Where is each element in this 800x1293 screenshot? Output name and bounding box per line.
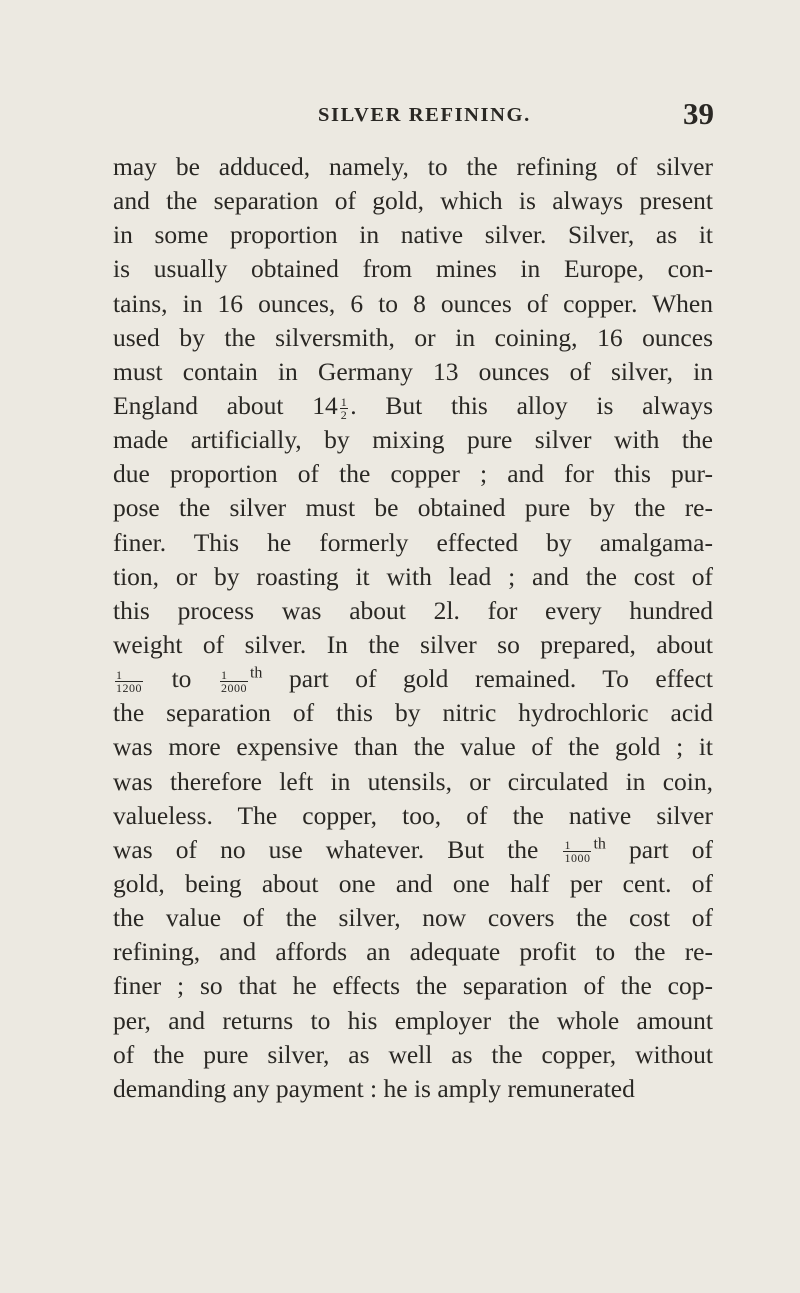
text-line: this process was about 2l. for every hundred <box>113 595 713 625</box>
running-head <box>0 94 800 134</box>
text-line: the separation of this by nitric hydrochloric acid <box>113 698 713 728</box>
text-line: the value of the silver, now covers the cost of <box>113 903 713 933</box>
text-line <box>113 833 713 867</box>
text-line: of the pure silver, as well as the copper, without <box>113 1039 713 1069</box>
text-line: used by the silversmith, or in coining, 16 ounces <box>113 322 713 352</box>
text-line: tion, or by roasting it with lead ; and the cost of <box>113 561 713 591</box>
text-line: per, and returns to his employer the whole amount <box>113 1005 713 1035</box>
fraction-numerator: 1 <box>220 669 248 682</box>
text-fragment: England about 14 <box>113 390 338 420</box>
fraction-denominator: 2 <box>340 407 348 422</box>
text-line: finer. This he formerly effected by amalgama- <box>113 527 713 557</box>
fraction <box>340 396 349 421</box>
text-line: may be adduced, namely, to the refining of silver <box>113 152 713 181</box>
text-line: pose the silver must be obtained pure by the re- <box>113 493 713 523</box>
text-line: due proportion of the copper ; and for this pur- <box>113 459 713 489</box>
ordinal-suffix: th <box>249 664 263 682</box>
text-line: in some proportion in native silver. Silver, as it <box>113 220 713 250</box>
fraction <box>220 669 248 694</box>
text-line: and the separation of gold, which is always present <box>113 186 713 216</box>
text-fragment: to <box>145 664 218 694</box>
text-fragment: was of no use whatever. But the <box>113 834 562 864</box>
fraction-numerator: 1 <box>115 669 143 682</box>
fraction-numerator: 1 <box>340 394 347 409</box>
text-line: was more expensive than the value of the gold ; it <box>113 732 713 762</box>
page-number: 39 <box>683 96 714 131</box>
text-line: is usually obtained from mines in Europe, con- <box>113 254 713 284</box>
text-line: refining, and affords an adequate profit to the re- <box>113 937 713 967</box>
fraction <box>115 669 143 694</box>
fraction-denominator: 1000 <box>564 851 591 866</box>
text-line: valueless. The copper, too, of the native silver <box>113 800 713 830</box>
text-line: demanding any payment : he is amply remunerated <box>113 1073 635 1103</box>
fraction-denominator: 2000 <box>220 680 247 695</box>
fraction-numerator: 1 <box>563 839 591 852</box>
text-line: gold, being about one and one half per cent. of <box>113 868 713 898</box>
fraction <box>563 839 591 864</box>
text-line: made artificially, by mixing pure silver with the <box>113 425 713 455</box>
text-line: tains, in 16 ounces, 6 to 8 ounces of copper. When <box>113 288 713 318</box>
text-fragment: . But this alloy is always <box>350 390 713 420</box>
text-fragment: part of <box>605 834 713 864</box>
text-line <box>113 662 713 696</box>
text-line: was therefore left in utensils, or circulated in coin, <box>113 766 713 796</box>
ordinal-suffix: th <box>593 835 606 853</box>
running-title: SILVER REFINING. <box>318 104 531 126</box>
text-line: weight of silver. In the silver so prepared, about <box>113 629 713 659</box>
text-line: must contain in Germany 13 ounces of silver, in <box>113 356 713 386</box>
fraction-denominator: 1200 <box>116 680 142 695</box>
body-text <box>113 150 713 1106</box>
text-line: finer ; so that he effects the separation of the cop- <box>113 971 713 1001</box>
text-fragment: part of gold remained. To effect <box>262 664 713 694</box>
text-line <box>113 389 713 423</box>
